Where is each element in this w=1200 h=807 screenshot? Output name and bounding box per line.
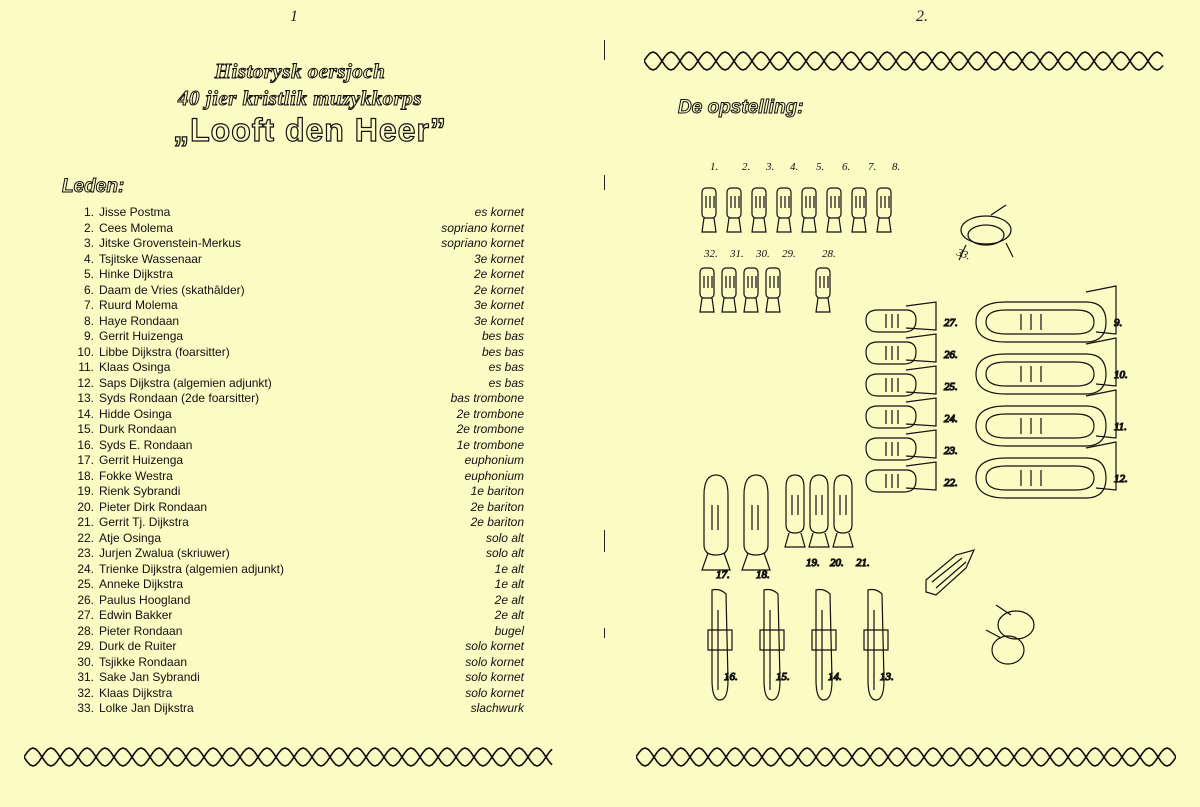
member-name: Pieter Dirk Rondaan	[99, 499, 208, 514]
cymbal-icon	[926, 550, 974, 595]
member-part: 2e bariton	[470, 499, 524, 514]
history-title	[100, 58, 500, 112]
cornet-icon	[744, 268, 758, 312]
member-part: es bas	[488, 375, 524, 390]
alto-horn-icon	[866, 430, 936, 460]
lineup-number: 11.	[1114, 421, 1127, 433]
alto-horn-icon	[866, 366, 936, 396]
member-row	[62, 391, 524, 407]
member-name: Syds Rondaan (2de foarsitter)	[99, 391, 260, 405]
member-row	[62, 639, 524, 655]
member-row	[62, 236, 524, 252]
title-line: Historysk oersjoch	[214, 59, 386, 83]
member-name: Tsjitske Wassenaar	[99, 251, 202, 266]
member-part: solo kornet	[465, 639, 524, 653]
cornet-icon	[802, 188, 816, 232]
member-name: Tsjikke Rondaan	[99, 654, 188, 669]
member-num: 32.	[77, 685, 94, 700]
member-part: solo alt	[485, 530, 524, 545]
lineup-number: 5.	[816, 161, 825, 173]
member-num: 4.	[83, 251, 94, 266]
cornet-icon	[777, 188, 791, 232]
cornet-icon	[722, 268, 736, 312]
member-part: 3e kornet	[473, 251, 524, 266]
member-name: Jurjen Zwalua (skriuwer)	[99, 546, 230, 560]
lineup-number: 13.	[880, 671, 894, 683]
member-row	[62, 422, 524, 438]
lineup-number: 1.	[710, 161, 719, 173]
member-row	[62, 686, 524, 702]
member-row	[62, 376, 524, 392]
member-name: Gerrit Tj. Dijkstra	[99, 515, 189, 529]
member-name: Hidde Osinga	[99, 406, 172, 421]
member-num: 27.	[77, 608, 94, 622]
member-name: Saps Dijkstra (algemien adjunkt)	[99, 375, 272, 390]
lineup-number: 17.	[716, 569, 730, 581]
member-name: Paulus Hoogland	[99, 592, 191, 607]
member-part: 2e trombone	[456, 422, 524, 436]
euphonium-icon	[702, 475, 730, 570]
member-part: 1e alt	[494, 577, 524, 591]
member-row	[62, 252, 524, 268]
member-num: 11.	[78, 360, 94, 374]
member-row	[62, 624, 524, 640]
member-row	[62, 267, 524, 283]
baritone-icon	[809, 475, 829, 547]
member-num: 2.	[83, 220, 94, 235]
member-row	[62, 500, 524, 516]
member-name: Trienke Dijkstra (algemien adjunkt)	[99, 561, 284, 576]
lineup-number: 32.	[704, 248, 718, 260]
member-num: 7.	[83, 298, 94, 312]
member-name: Hinke Dijkstra	[99, 267, 174, 281]
member-part: euphonium	[464, 453, 524, 467]
alto-horn-icon	[866, 462, 936, 492]
member-part: 3e kornet	[473, 298, 524, 312]
member-part: bes bas	[481, 344, 524, 359]
lineup-diagram	[686, 150, 1166, 720]
member-name: Sake Jan Sybrandi	[99, 670, 200, 684]
lineup-number: 2.	[742, 161, 751, 173]
braid-ornament	[636, 740, 1176, 774]
member-part: bas trombone	[450, 391, 524, 405]
bass-tuba-icon	[976, 442, 1116, 498]
trombone-icon	[864, 590, 888, 701]
member-name: Klaas Dijkstra	[99, 685, 173, 700]
lineup-number: 26.	[944, 349, 958, 361]
cornet-icon	[766, 268, 780, 312]
member-row	[62, 670, 524, 686]
lineup-number: 14.	[828, 671, 842, 683]
braid-ornament	[24, 740, 554, 774]
member-name: Ruurd Molema	[99, 298, 178, 312]
cornet-icon	[827, 188, 841, 232]
member-part: 1e alt	[494, 561, 524, 576]
lineup-number: 10.	[1114, 369, 1128, 381]
member-part: 2e kornet	[473, 267, 524, 281]
member-row	[62, 608, 524, 624]
baritone-icon	[785, 475, 805, 547]
member-row	[62, 345, 524, 361]
lineup-number: 12.	[1114, 473, 1128, 485]
euphonium-icon	[742, 475, 770, 570]
member-num: 9.	[83, 329, 94, 343]
member-part: es bas	[488, 360, 524, 374]
member-num: 20.	[77, 499, 94, 514]
cornet-icon	[877, 188, 891, 232]
member-name: Atje Osinga	[99, 530, 162, 545]
member-name: Daam de Vries (skathâlder)	[99, 282, 245, 297]
member-name: Gerrit Huizenga	[99, 453, 184, 467]
lineup-number: 4.	[790, 161, 799, 173]
member-part: 2e alt	[494, 592, 524, 607]
lineup-number: 24.	[944, 413, 958, 425]
member-row	[62, 701, 524, 717]
member-num: 23.	[77, 546, 94, 560]
lineup-number: 3.	[766, 161, 775, 173]
member-name: Syds E. Rondaan	[99, 437, 193, 452]
member-num: 19.	[77, 484, 94, 498]
lineup-number: 31.	[730, 248, 744, 260]
member-name: Pieter Rondaan	[99, 623, 183, 638]
member-name: Fokke Westra	[99, 468, 173, 483]
members-list	[62, 205, 524, 717]
member-num: 21.	[77, 515, 94, 529]
member-row	[62, 546, 524, 562]
member-num: 30.	[77, 654, 94, 669]
lineup-number: 6.	[842, 161, 851, 173]
member-part: bugel	[494, 623, 524, 638]
member-name: Haye Rondaan	[99, 313, 180, 328]
page-number: 2.	[916, 8, 928, 25]
member-num: 14.	[77, 406, 94, 421]
member-part: sopriano kornet	[441, 220, 524, 235]
member-name: Klaas Osinga	[99, 360, 171, 374]
member-row	[62, 283, 524, 299]
member-name: Libbe Dijkstra (foarsitter)	[99, 344, 230, 359]
member-num: 25.	[77, 577, 94, 591]
member-part: 2e alt	[494, 608, 524, 622]
member-row	[62, 329, 524, 345]
member-name: Jitske Grovenstein-Merkus	[99, 236, 242, 250]
lineup-heading: De opstelling:	[678, 97, 804, 118]
lineup-number: 20.	[830, 557, 844, 569]
member-part: es kornet	[474, 205, 524, 219]
member-name: Edwin Bakker	[99, 608, 173, 622]
member-row	[62, 314, 524, 330]
member-num: 28.	[77, 623, 94, 638]
member-part: solo kornet	[465, 685, 524, 700]
alto-horn-icon	[866, 302, 936, 332]
member-num: 5.	[83, 267, 94, 281]
member-name: Durk Rondaan	[99, 422, 177, 436]
member-row	[62, 531, 524, 547]
member-row	[62, 407, 524, 423]
member-row	[62, 298, 524, 314]
member-num: 31.	[77, 670, 94, 684]
trombone-icon	[708, 590, 732, 701]
member-part: sopriano kornet	[441, 236, 524, 250]
member-row	[62, 577, 524, 593]
member-num: 13.	[77, 391, 94, 405]
bass-tuba-icon	[976, 390, 1116, 446]
member-row	[62, 562, 524, 578]
member-name: Gerrit Huizenga	[99, 329, 184, 343]
member-num: 3.	[83, 236, 94, 250]
cornet-icon	[727, 188, 741, 232]
lineup-number: 29.	[782, 248, 796, 260]
member-part: solo kornet	[465, 654, 524, 669]
member-num: 15.	[77, 422, 94, 436]
member-num: 16.	[77, 437, 94, 452]
member-row	[62, 655, 524, 671]
member-row	[62, 515, 524, 531]
bass-tuba-icon	[976, 286, 1116, 342]
member-row	[62, 221, 524, 237]
member-part: slachwurk	[470, 701, 524, 715]
page-number: 1	[290, 8, 298, 25]
member-num: 26.	[77, 592, 94, 607]
member-part: 2e trombone	[456, 406, 524, 421]
alto-horn-icon	[866, 334, 936, 364]
member-part: 1e bariton	[470, 484, 524, 498]
lineup-number: 28.	[822, 248, 836, 260]
right-page	[606, 0, 1200, 807]
lineup-number: 15.	[776, 671, 790, 683]
cornet-icon	[752, 188, 766, 232]
lineup-number: 9.	[1114, 317, 1123, 329]
member-num: 33.	[77, 701, 94, 715]
member-row	[62, 593, 524, 609]
alto-horn-icon	[866, 398, 936, 428]
member-num: 29.	[77, 639, 94, 653]
member-row	[62, 484, 524, 500]
member-part: 1e trombone	[456, 437, 524, 452]
braid-ornament	[644, 44, 1164, 78]
lineup-number: 18.	[756, 569, 770, 581]
member-name: Lolke Jan Dijkstra	[99, 701, 194, 715]
member-name: Jisse Postma	[99, 205, 171, 219]
lineup-number: 19.	[806, 557, 820, 569]
member-row	[62, 469, 524, 485]
members-heading: Leden:	[62, 176, 125, 197]
member-part: euphonium	[464, 468, 524, 483]
member-num: 18.	[77, 468, 94, 483]
member-name: Anneke Dijkstra	[99, 577, 184, 591]
lineup-number: 25.	[944, 381, 958, 393]
member-part: solo alt	[485, 546, 524, 560]
lineup-number: 27.	[944, 317, 958, 329]
cornet-icon	[852, 188, 866, 232]
member-row	[62, 205, 524, 221]
member-num: 10.	[77, 344, 94, 359]
member-part: 2e kornet	[473, 282, 524, 297]
member-row	[62, 453, 524, 469]
trombone-icon	[760, 590, 784, 701]
member-num: 24.	[77, 561, 94, 576]
member-num: 12.	[77, 375, 94, 390]
member-part: bes bas	[481, 329, 524, 343]
member-part: 2e bariton	[470, 515, 524, 529]
lineup-number: 8.	[892, 161, 901, 173]
hands-icon	[986, 605, 1034, 664]
lineup-number: 22.	[944, 477, 958, 489]
member-part: 3e kornet	[473, 313, 524, 328]
cornet-icon	[702, 188, 716, 232]
cornet-icon	[700, 268, 714, 312]
lineup-number: 33.	[954, 246, 972, 263]
baritone-icon	[833, 475, 853, 547]
member-num: 22.	[77, 530, 94, 545]
cornet-icon	[816, 268, 830, 312]
member-num: 8.	[83, 313, 94, 328]
member-num: 6.	[83, 282, 94, 297]
member-row	[62, 438, 524, 454]
band-name: „Looft den Heer”	[173, 112, 447, 148]
lineup-number: 7.	[868, 161, 877, 173]
title-line: 40 jier kristlik muzykkorps	[178, 86, 422, 110]
lineup-number: 16.	[724, 671, 738, 683]
member-part: solo kornet	[465, 670, 524, 684]
member-name: Durk de Ruiter	[99, 639, 177, 653]
member-num: 1.	[83, 205, 94, 219]
member-num: 17.	[77, 453, 94, 467]
lineup-number: 30.	[756, 248, 770, 260]
member-row	[62, 360, 524, 376]
member-name: Cees Molema	[99, 220, 174, 235]
member-name: Rienk Sybrandi	[99, 484, 181, 498]
trombone-icon	[812, 590, 836, 701]
bass-tuba-icon	[976, 338, 1116, 394]
lineup-number: 23.	[944, 445, 958, 457]
lineup-number: 21.	[856, 557, 870, 569]
